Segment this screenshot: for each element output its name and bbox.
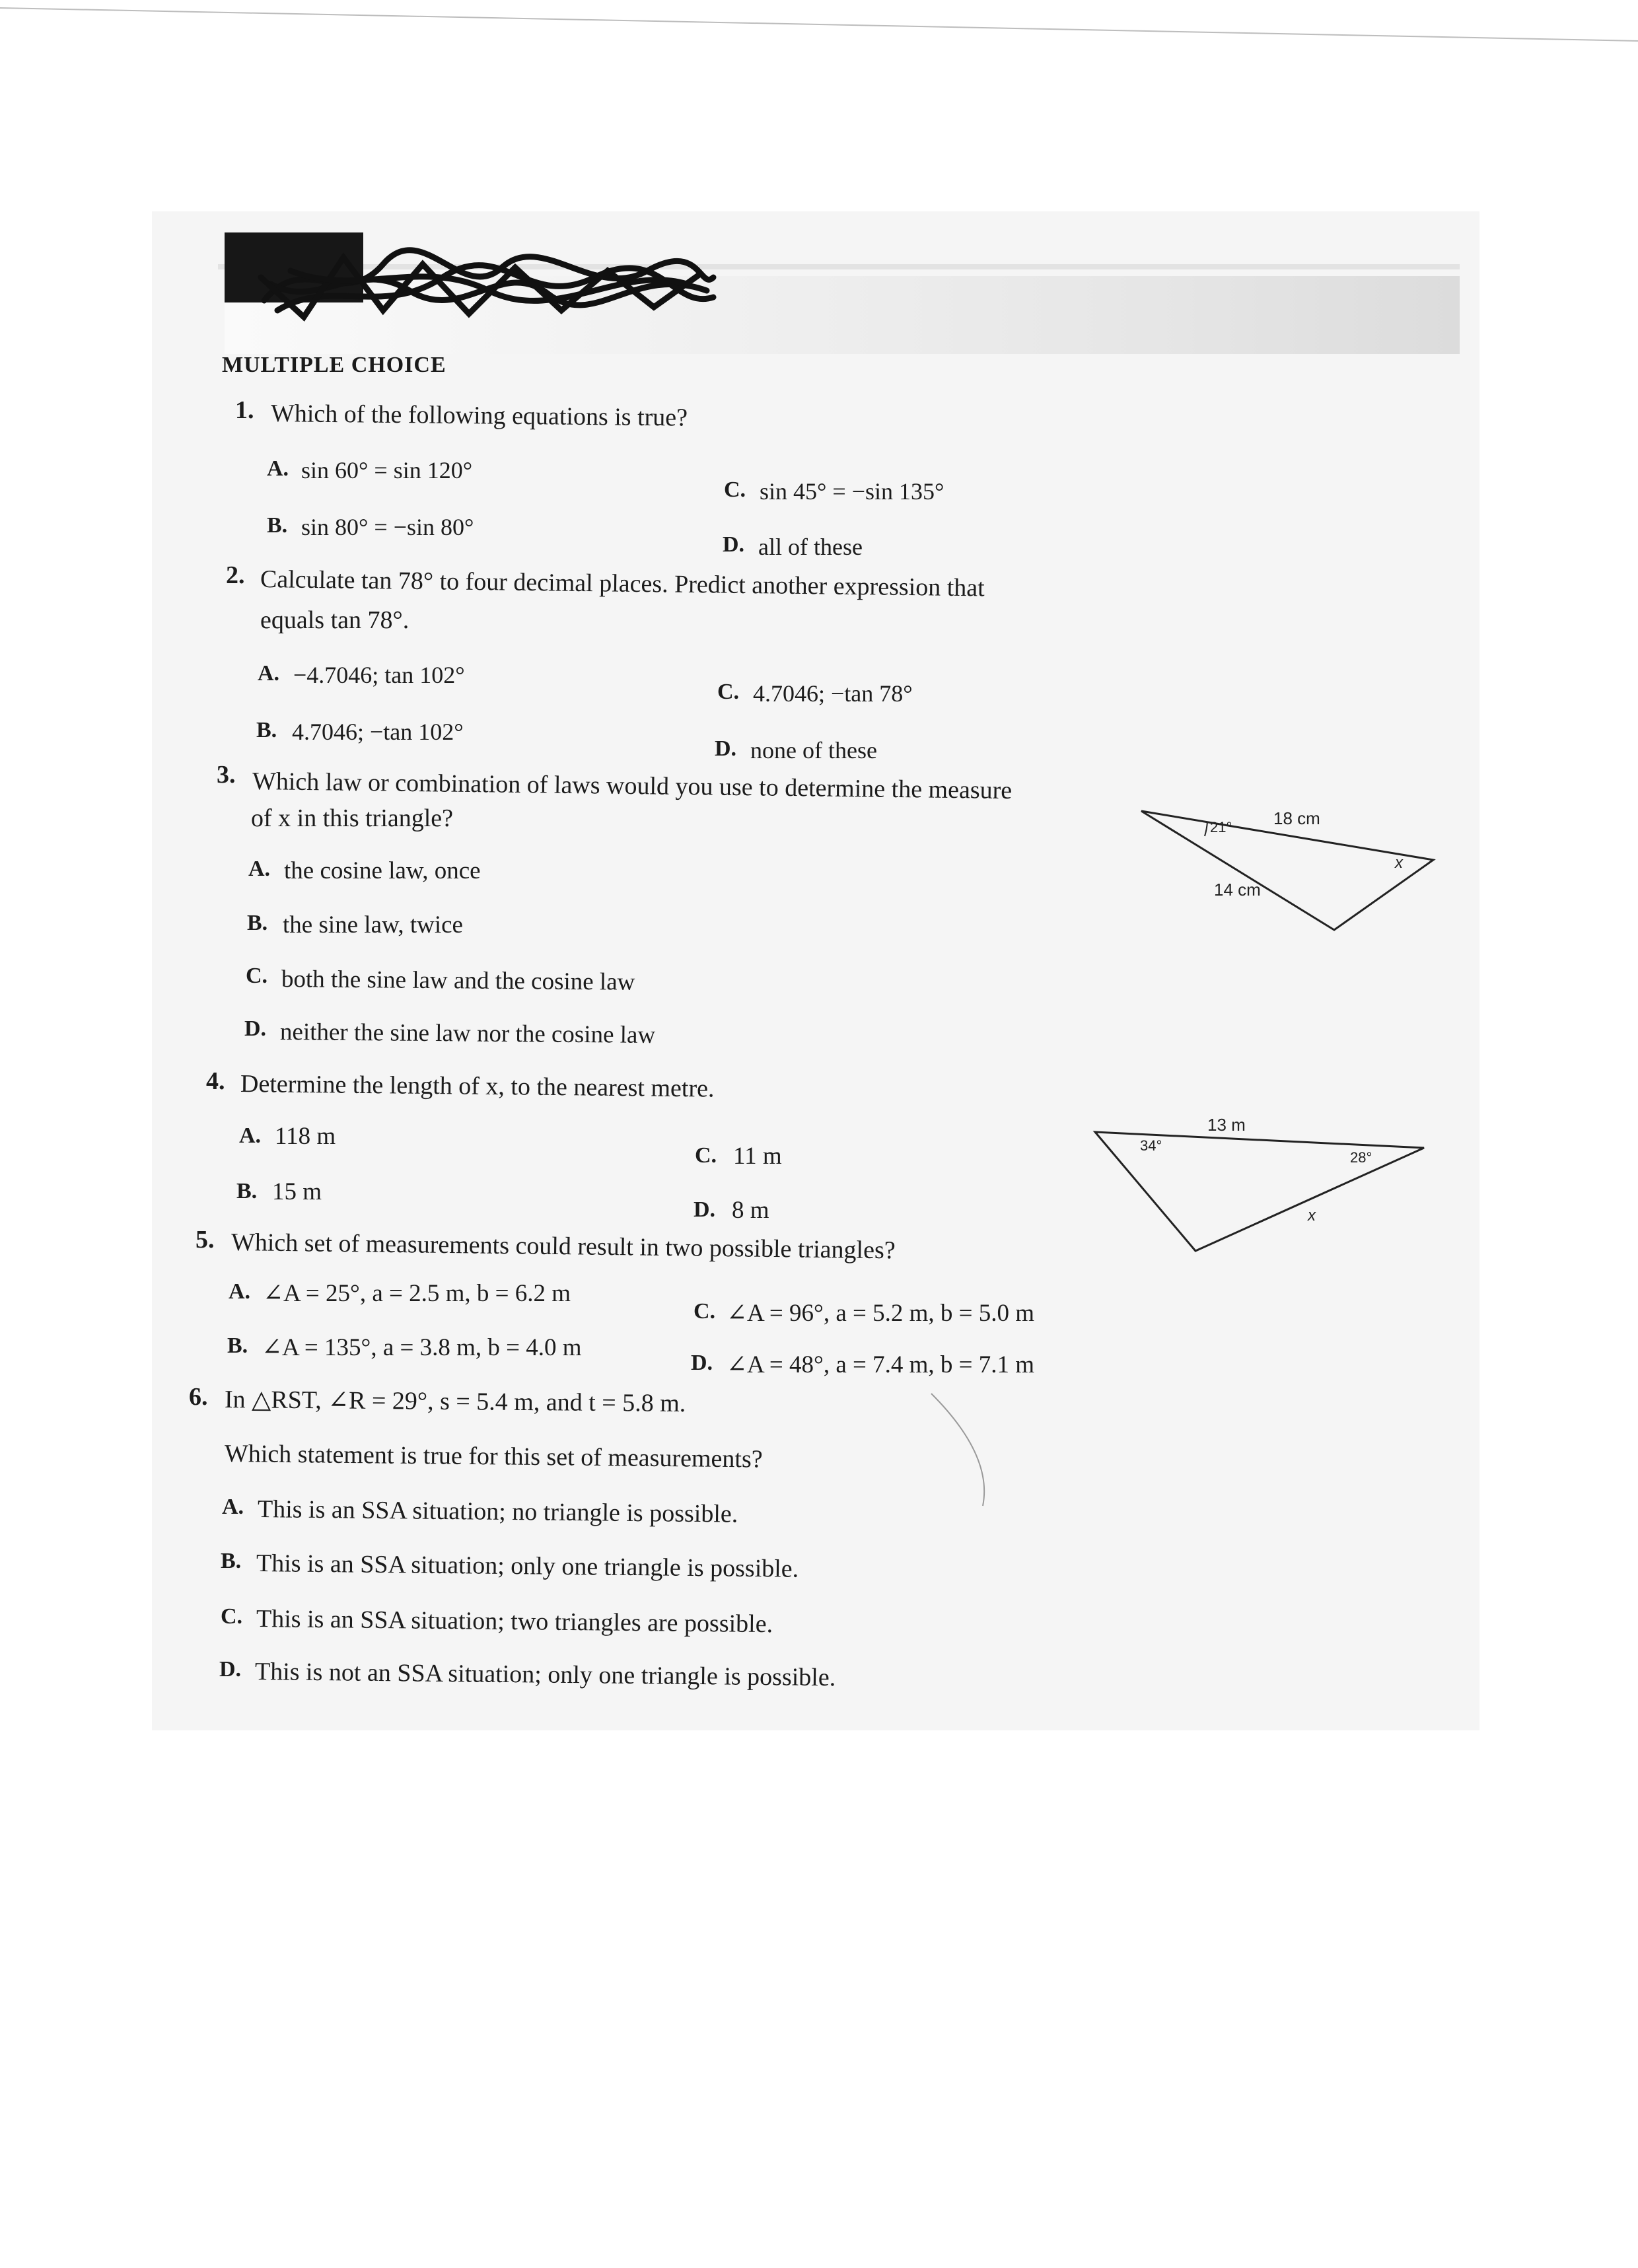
redacted-scribble [251,238,727,324]
question-3-text-line1: Which law or combination of laws would you use to determine the measure [252,767,1013,805]
q1-option-d-text[interactable]: all of these [758,534,863,560]
q3-option-d-letter[interactable]: D. [244,1016,267,1041]
q6-option-b-letter[interactable]: B. [221,1549,242,1573]
q5-option-a-text[interactable]: ∠A = 25°, a = 2.5 m, b = 6.2 m [263,1280,571,1307]
q3-option-a-letter[interactable]: A. [248,857,271,881]
question-2-number: 2. [226,561,245,589]
question-4-number: 4. [206,1067,225,1095]
q1-option-b-text[interactable]: sin 80° = −sin 80° [301,514,474,540]
triangle-q3-side-bottom-label: 14 cm [1214,880,1261,900]
triangle-diagram-q4 [1083,1110,1427,1255]
q3-option-b-text[interactable]: the sine law, twice [283,911,463,939]
q6-option-c-text[interactable]: This is an SSA situation; two triangles are possible. [256,1605,773,1639]
q2-option-d-text[interactable]: none of these [750,737,877,763]
q5-option-c-text[interactable]: ∠A = 96°, a = 5.2 m, b = 5.0 m [727,1300,1035,1327]
q4-option-b-text[interactable]: 15 m [272,1178,322,1205]
q1-option-a-letter[interactable]: A. [267,456,289,481]
q4-option-c-text[interactable]: 11 m [733,1143,782,1170]
q3-option-a-text[interactable]: the cosine law, once [284,857,481,884]
q1-option-c-letter[interactable]: C. [724,478,746,502]
triangle-q4-angle-left-label: 34° [1140,1137,1162,1154]
q2-option-c-letter[interactable]: C. [717,680,740,704]
q4-option-c-letter[interactable]: C. [695,1143,717,1168]
question-5-number: 5. [196,1226,215,1254]
q3-option-b-letter[interactable]: B. [247,911,268,935]
triangle-q3-shape [1141,811,1433,930]
q2-option-d-letter[interactable]: D. [715,736,737,761]
question-2-text-line2: equals tan 78°. [260,606,410,634]
question-5-text: Which set of measurements could result in two possible triangles? [231,1228,896,1265]
q5-option-d-letter[interactable]: D. [691,1351,713,1375]
q6-option-d-text[interactable]: This is not an SSA situation; only one triangle is possible. [254,1658,836,1692]
q3-option-c-text[interactable]: both the sine law and the cosine law [281,966,635,996]
q2-option-a-text[interactable]: −4.7046; tan 102° [293,662,465,688]
q4-option-d-letter[interactable]: D. [694,1197,716,1222]
q6-option-d-letter[interactable]: D. [219,1657,242,1682]
q3-option-c-letter[interactable]: C. [246,964,268,988]
question-3-number: 3. [217,761,236,789]
question-6-prompt: Which statement is true for this set of measurements? [224,1440,763,1473]
q5-option-d-text[interactable]: ∠A = 48°, a = 7.4 m, b = 7.1 m [727,1351,1035,1378]
triangle-diagram-q3 [1136,799,1440,938]
q4-option-a-text[interactable]: 118 m [275,1123,336,1150]
triangle-q3-angle-label: 21° [1210,819,1232,835]
q5-option-b-letter[interactable]: B. [227,1333,248,1358]
q2-option-c-text[interactable]: 4.7046; −tan 78° [753,680,913,707]
question-3-text-line2: of x in this triangle? [251,804,454,832]
q4-option-a-letter[interactable]: A. [239,1123,262,1148]
q2-option-b-letter[interactable]: B. [256,718,277,742]
question-4-text: Determine the length of x, to the nearest metre. [240,1070,715,1103]
q6-option-a-text[interactable]: This is an SSA situation; no triangle is possible. [257,1495,738,1528]
triangle-q4-unknown-label: x [1308,1207,1316,1224]
scan-edge-line [0,0,1638,46]
pencil-mark [925,1387,1004,1512]
q1-option-d-letter[interactable]: D. [723,532,745,557]
q4-option-d-text[interactable]: 8 m [732,1197,769,1224]
triangle-q4-angle-right-label: 28° [1350,1149,1372,1166]
q3-option-d-text[interactable]: neither the sine law nor the cosine law [279,1018,656,1049]
triangle-q3-unknown-label: x [1395,854,1403,872]
section-title: MULTIPLE CHOICE [222,353,446,377]
q6-option-a-letter[interactable]: A. [222,1495,244,1519]
q6-option-c-letter[interactable]: C. [221,1604,243,1629]
triangle-q4-side-top-label: 13 m [1207,1115,1246,1135]
q2-option-b-text[interactable]: 4.7046; −tan 102° [292,719,464,745]
q5-option-c-letter[interactable]: C. [694,1299,716,1324]
q5-option-a-letter[interactable]: A. [229,1279,251,1304]
question-1-text: Which of the following equations is true? [270,400,688,432]
question-1-number: 1. [235,396,254,424]
q1-option-b-letter[interactable]: B. [267,513,288,538]
question-2-text-line1: Calculate tan 78° to four decimal places. Predict another expression that [260,565,985,602]
q4-option-b-letter[interactable]: B. [236,1179,258,1203]
question-6-number: 6. [189,1383,208,1411]
q2-option-a-letter[interactable]: A. [258,661,280,686]
triangle-q3-side-top-label: 18 cm [1273,808,1320,828]
q1-option-c-text[interactable]: sin 45° = −sin 135° [760,478,944,505]
q6-option-b-text[interactable]: This is an SSA situation; only one triangle is possible. [256,1549,799,1583]
q5-option-b-text[interactable]: ∠A = 135°, a = 3.8 m, b = 4.0 m [262,1334,582,1361]
question-6-text: In △RST, ∠R = 29°, s = 5.4 m, and t = 5.8 m. [224,1386,686,1418]
q1-option-a-text[interactable]: sin 60° = sin 120° [301,457,473,483]
